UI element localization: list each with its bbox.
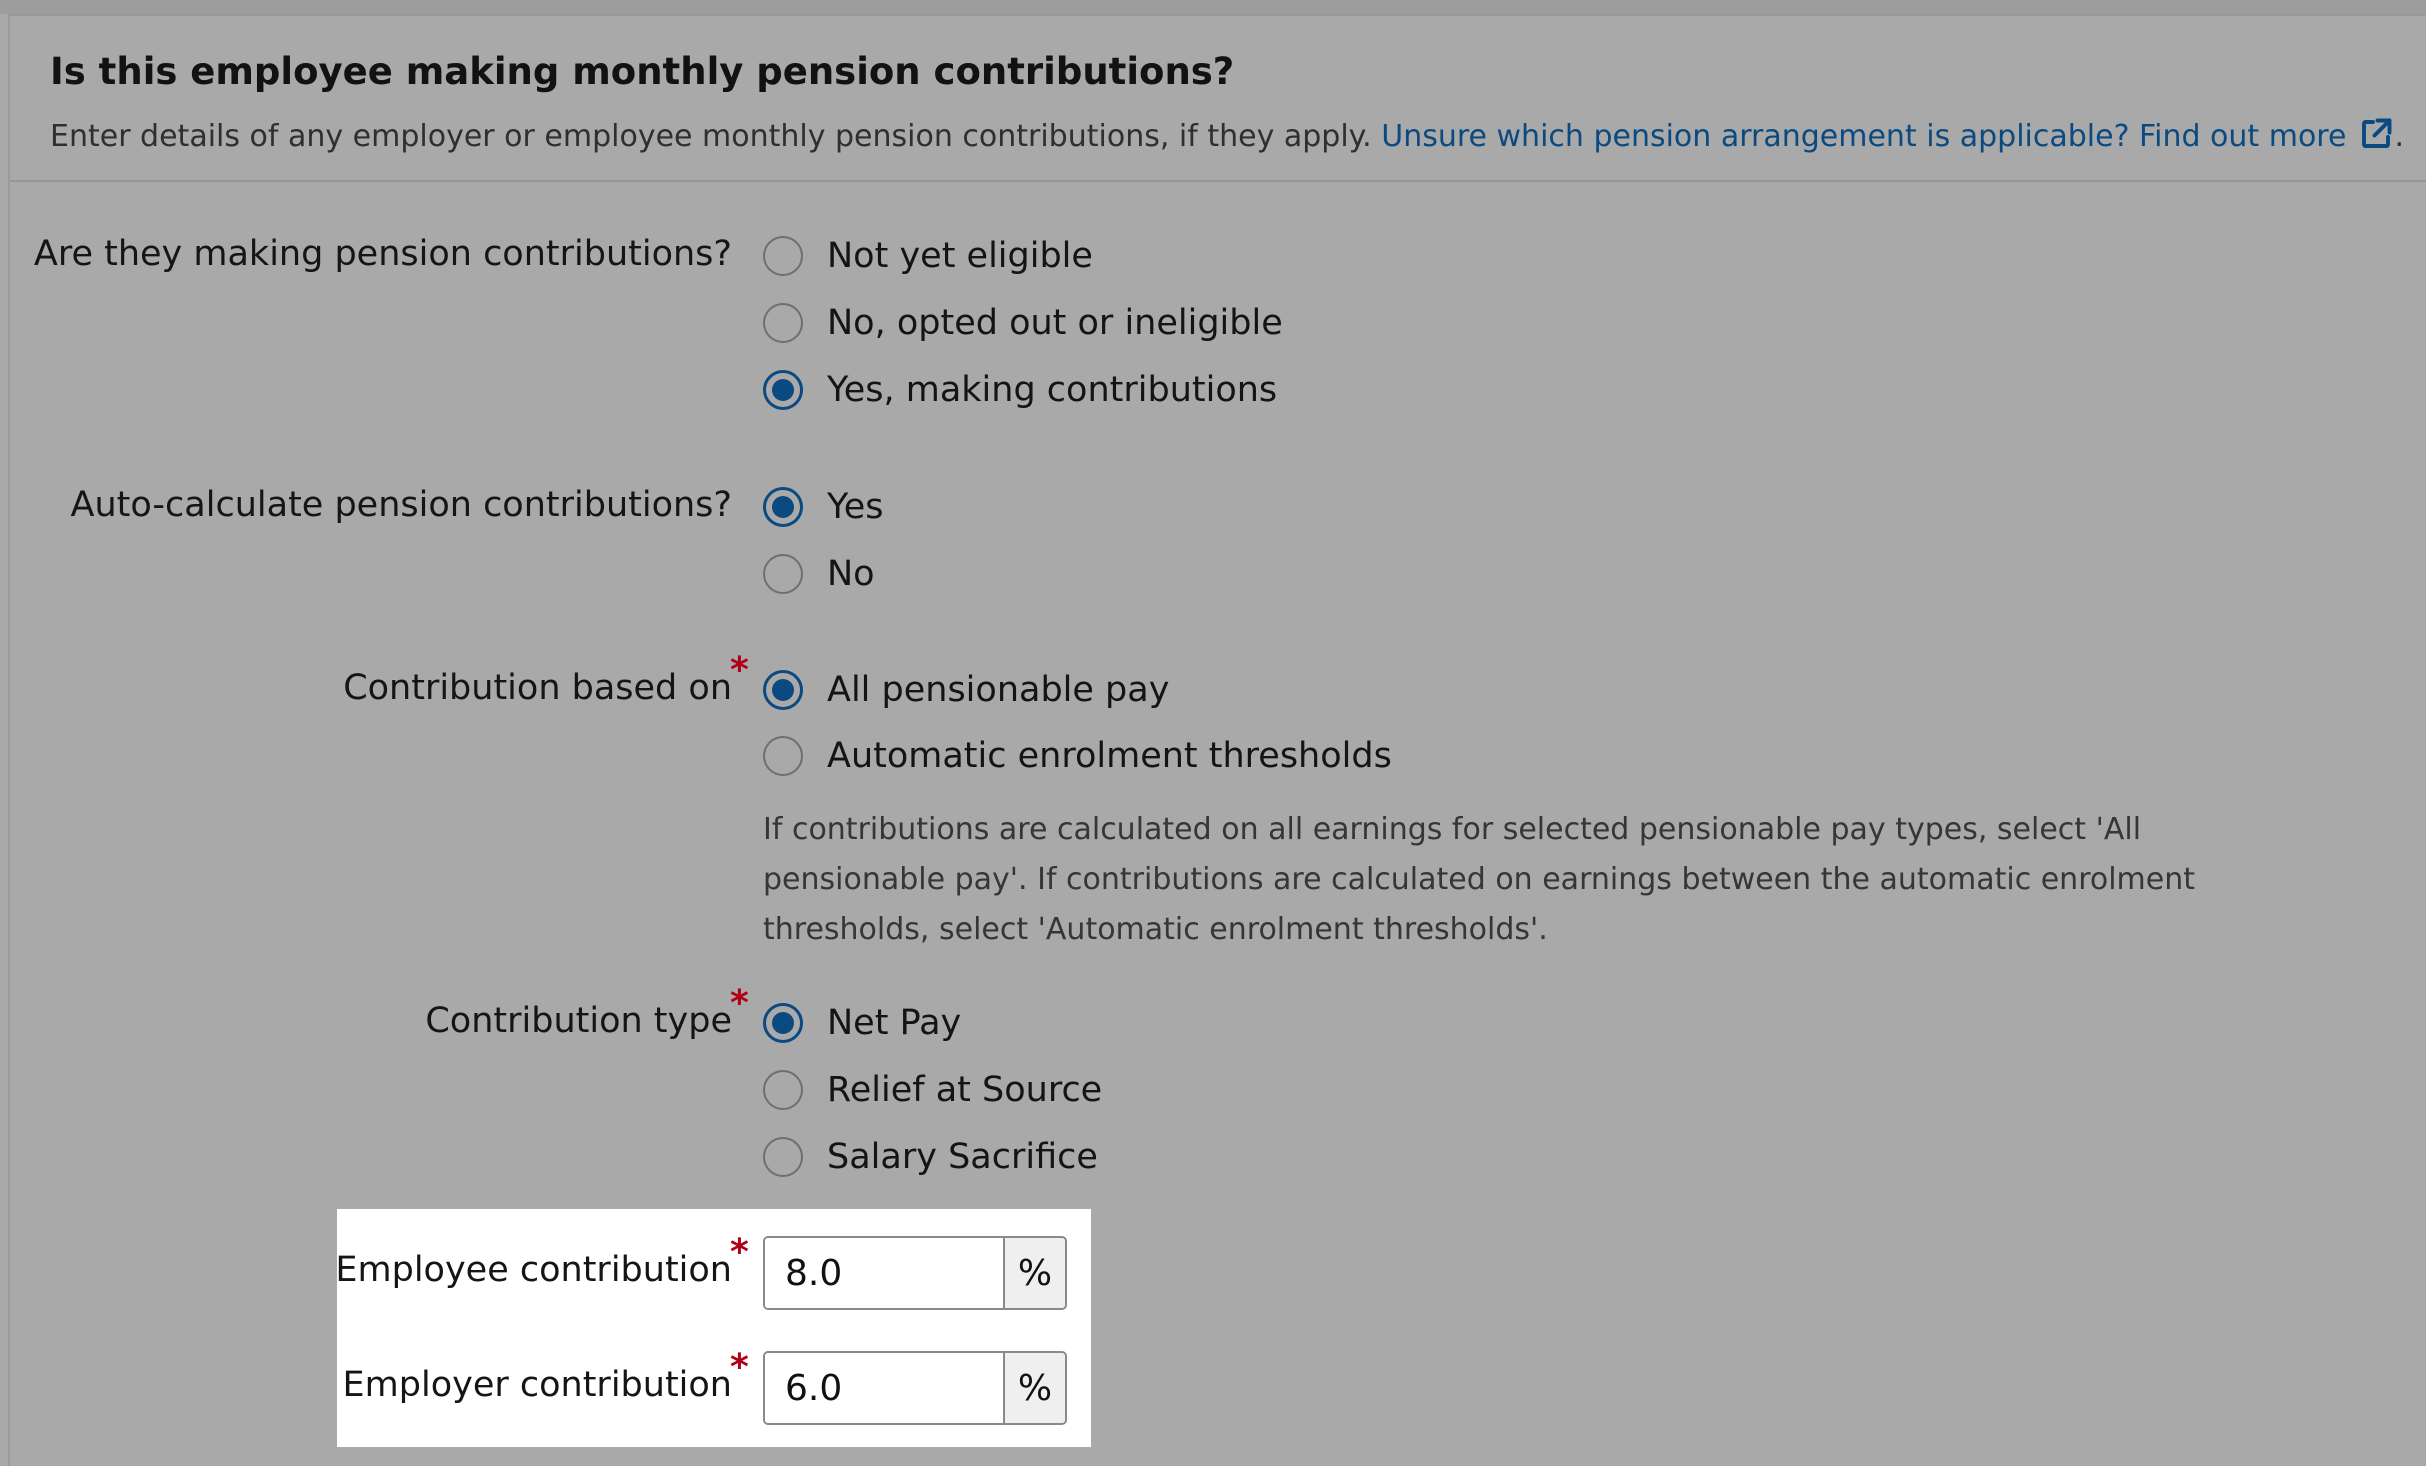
radio-yes-making[interactable]: [763, 370, 1277, 410]
making-contributions-label: Are they making pension contributions?: [33, 234, 732, 274]
radio-circle-selected[interactable]: [763, 487, 803, 527]
radio-label: Yes: [827, 487, 884, 527]
contribution-type-label: Contribution type: [425, 1001, 732, 1041]
employer-contribution-field: [763, 1351, 1067, 1425]
radio-label: Automatic enrolment thresholds: [827, 736, 1392, 776]
radio-automatic-enrolment[interactable]: [763, 736, 1392, 776]
employee-contribution-label: Employee contribution: [335, 1250, 732, 1290]
radio-all-pensionable-pay[interactable]: [763, 670, 1169, 710]
radio-label: Relief at Source: [827, 1070, 1103, 1110]
top-strip: [0, 0, 2426, 14]
contribution-based-on-help: If contributions are calculated on all earnings for selected pensionable pay types, select 'All pensionable pay'. If contributions are calculated on earnings between the automatic enrolment thresholds, select 'Automatic enrolment thresholds'.: [763, 812, 2196, 947]
external-link-icon: [2358, 116, 2394, 152]
radio-circle-selected[interactable]: [763, 670, 803, 710]
radio-salary-sacrifice[interactable]: [763, 1137, 1098, 1177]
employee-contribution-field: [763, 1236, 1067, 1310]
radio-label: Yes, making contributions: [827, 370, 1278, 410]
radio-relief-at-source[interactable]: [763, 1070, 1102, 1110]
contribution-based-on-label: Contribution based on: [343, 668, 732, 708]
required-marker: *: [730, 983, 749, 1024]
radio-circle[interactable]: [763, 1070, 803, 1110]
radio-label: No, opted out or ineligible: [827, 303, 1283, 343]
radio-auto-yes[interactable]: [763, 487, 884, 527]
required-marker: *: [730, 1232, 749, 1273]
find-out-more-link[interactable]: [1381, 119, 2394, 154]
radio-circle[interactable]: [763, 736, 803, 776]
radio-label: No: [827, 554, 875, 594]
section-subtitle: [50, 116, 2404, 154]
required-marker: *: [730, 1347, 749, 1388]
required-marker: *: [730, 650, 749, 691]
auto-calculate-label: Auto-calculate pension contributions?: [70, 485, 732, 525]
percent-suffix: %: [1003, 1353, 1065, 1423]
radio-label: Not yet eligible: [827, 236, 1093, 276]
radio-circle-selected[interactable]: [763, 370, 803, 410]
find-out-more-text: Unsure which pension arrangement is applicable? Find out more: [1381, 119, 2347, 154]
radio-not-yet-eligible[interactable]: [763, 236, 1093, 276]
employer-contribution-input[interactable]: [765, 1353, 1003, 1423]
radio-net-pay[interactable]: [763, 1003, 961, 1043]
radio-auto-no[interactable]: [763, 554, 875, 594]
employee-contribution-input[interactable]: [765, 1238, 1003, 1308]
radio-label: Salary Sacrifice: [827, 1137, 1098, 1177]
radio-label: Net Pay: [827, 1003, 962, 1043]
radio-label: All pensionable pay: [827, 670, 1170, 710]
radio-circle[interactable]: [763, 236, 803, 276]
radio-circle[interactable]: [763, 554, 803, 594]
radio-circle-selected[interactable]: [763, 1003, 803, 1043]
percent-suffix: %: [1003, 1238, 1065, 1308]
subtitle-period: .: [2394, 119, 2404, 154]
radio-opted-out[interactable]: [763, 303, 1283, 343]
employer-contribution-label: Employer contribution: [342, 1365, 732, 1405]
section-title: Is this employee making monthly pension contributions?: [50, 50, 1235, 93]
radio-circle[interactable]: [763, 1137, 803, 1177]
subtitle-text: Enter details of any employer or employee monthly pension contributions, if they apply.: [50, 119, 1382, 154]
radio-circle[interactable]: [763, 303, 803, 343]
section-header: [10, 16, 2426, 182]
